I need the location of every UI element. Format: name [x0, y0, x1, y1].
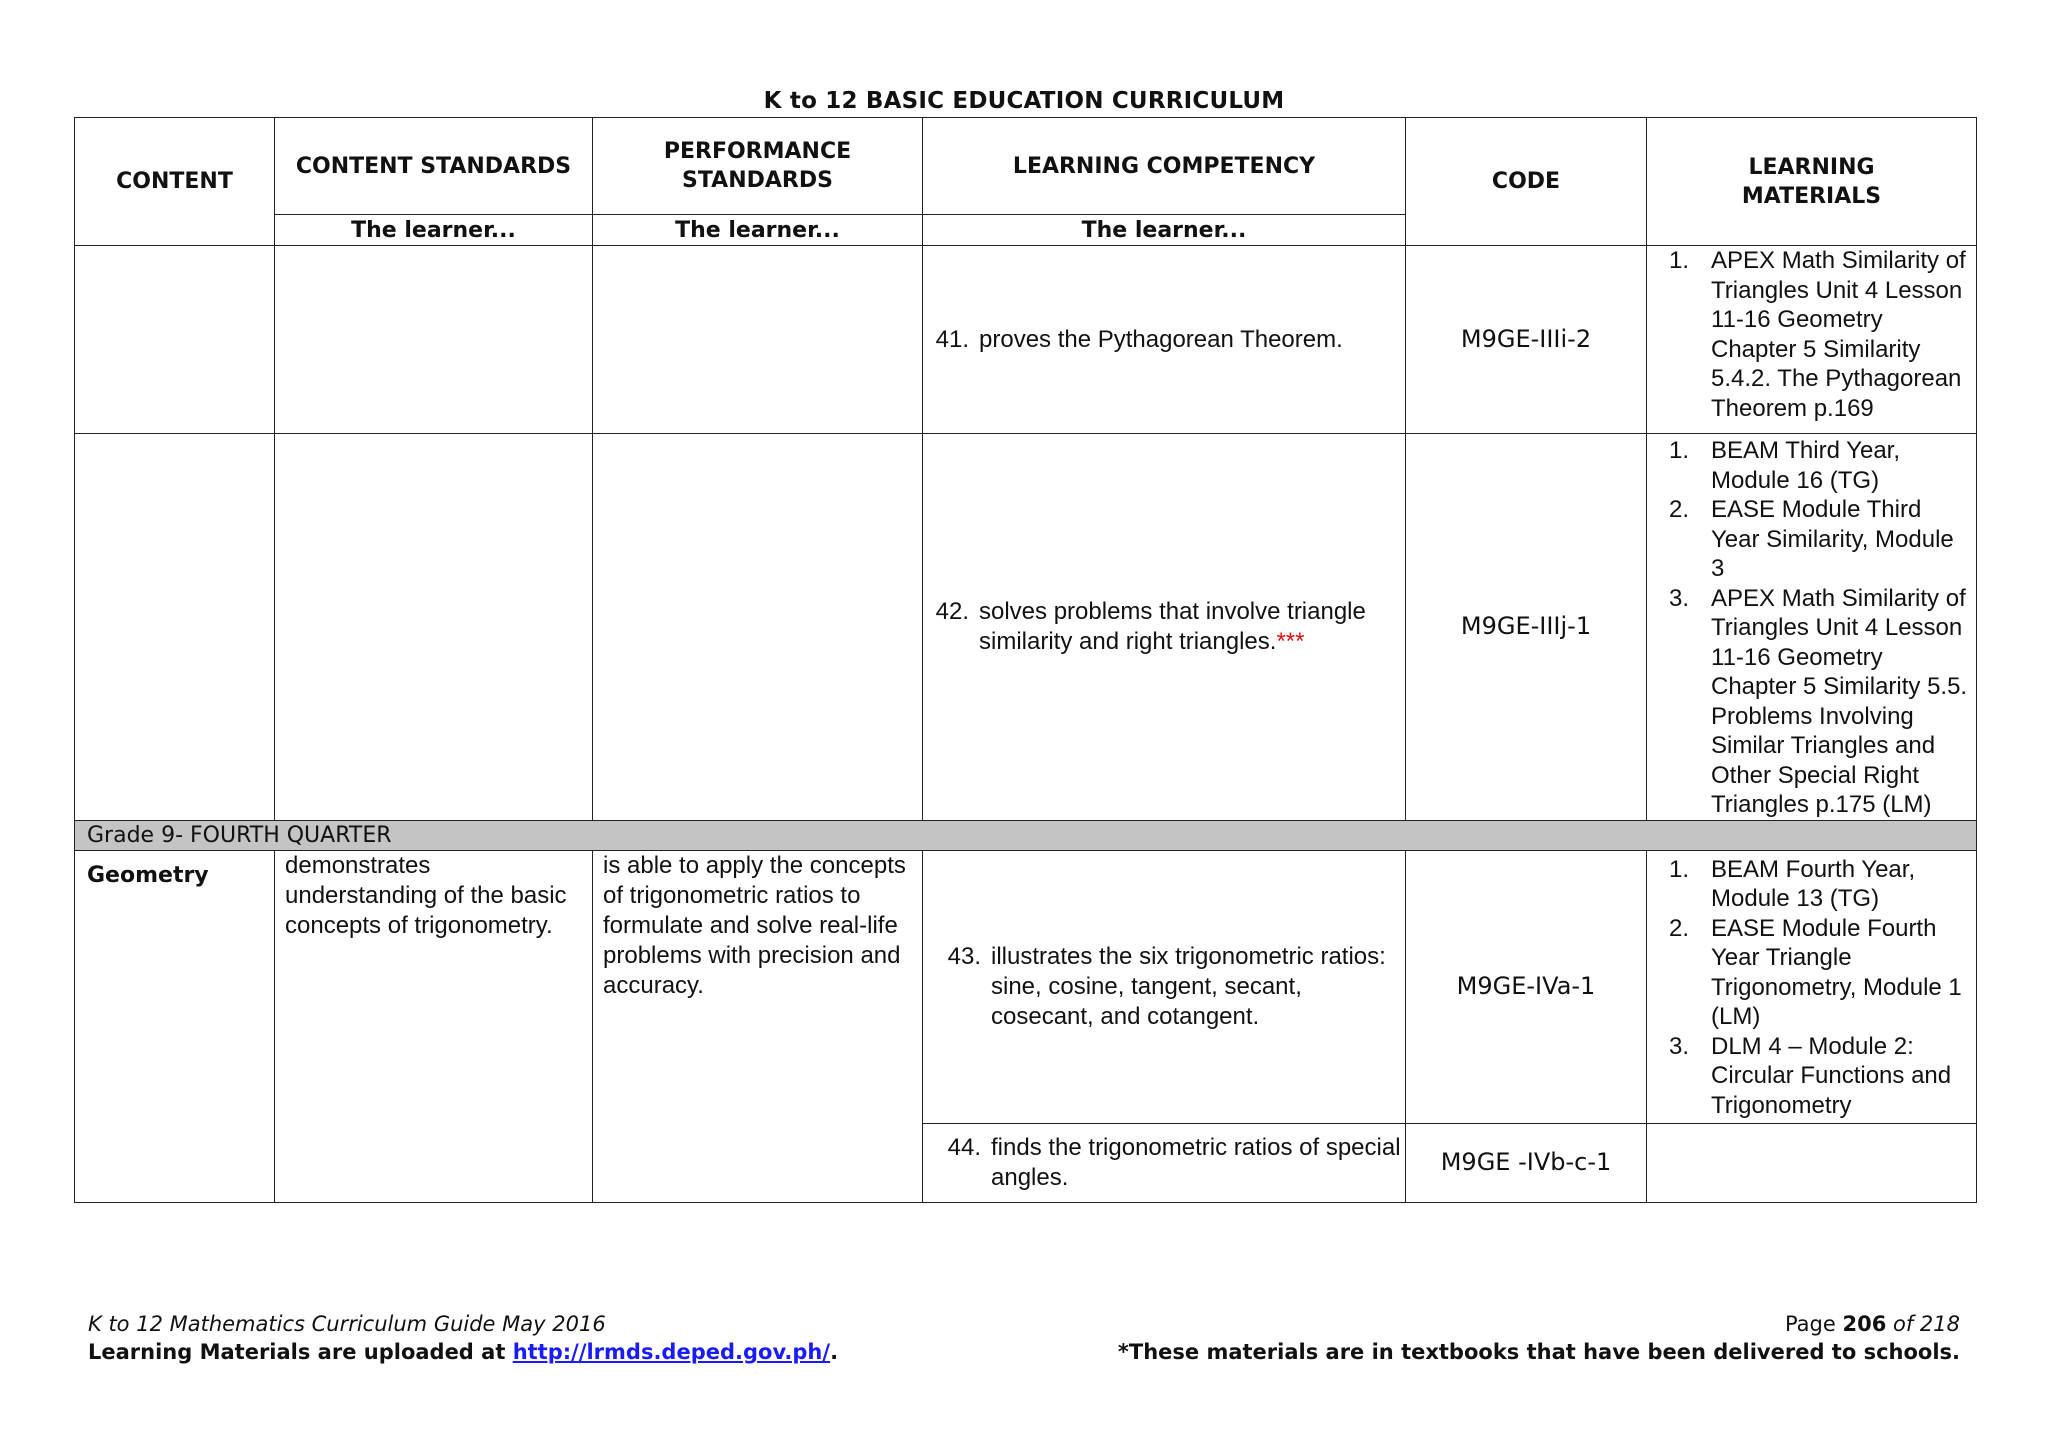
competency-cell — [923, 850, 1406, 1123]
content-standard-cell — [275, 850, 593, 1202]
performance-standard-cell — [593, 246, 923, 434]
content-standard-cell — [275, 246, 593, 434]
competency-number: 44. — [947, 1133, 981, 1161]
document-title: K to 12 BASIC EDUCATION CURRICULUM — [763, 88, 1285, 114]
header-content-standards: CONTENT STANDARDS — [275, 118, 593, 215]
performance-standard-cell — [593, 850, 923, 1202]
header-learning-materials: LEARNING MATERIALS — [1647, 118, 1977, 246]
content-standard-text: demonstrates understanding of the basic concepts of trigonometry. — [285, 851, 567, 939]
table-row — [75, 246, 1977, 434]
material-item: 3. APEX Math Similarity of Triangles Unit 4 Lesson 11-16 Geometry Chapter 5 Similarity 5.5. Problems Involving Similar Triangles and Other Special Right Triangles p.175 (LM) — [1668, 584, 1968, 818]
code-cell: M9GE-IVa-1 — [1406, 850, 1647, 1123]
materials-cell — [1647, 434, 1977, 821]
competency-number: 42. — [935, 597, 969, 625]
table-row — [75, 850, 1977, 1123]
competency-cell — [923, 434, 1406, 821]
material-item: 1. BEAM Third Year, Module 16 (TG) — [1668, 437, 1900, 494]
material-item: 2. EASE Module Third Year Similarity, Module 3 — [1668, 496, 1954, 582]
guide-caption: K to 12 Mathematics Curriculum Guide May 2016 — [88, 1312, 606, 1336]
header-content: CONTENT — [75, 118, 275, 246]
curriculum-table — [74, 117, 1977, 1203]
content-standard-cell — [275, 434, 593, 821]
upload-note: Learning Materials are uploaded at http://lrmds.deped.gov.ph/. — [88, 1340, 839, 1364]
content-cell — [75, 246, 275, 434]
materials-cell — [1647, 1123, 1977, 1202]
competency-text: illustrates the six trigonometric ratios: sine, cosine, tangent, secant, cosecant, and cotangent. — [991, 942, 1386, 1030]
competency-number: 41. — [935, 325, 969, 353]
table-row — [75, 434, 1977, 821]
learner-label: The learner... — [275, 215, 593, 246]
material-item: 2. EASE Module Fourth Year Triangle Trigonometry, Module 1 (LM) — [1668, 914, 1962, 1030]
footer-right — [1118, 1310, 1960, 1366]
learner-label: The learner... — [593, 215, 923, 246]
starred-mark: *** — [1276, 627, 1305, 655]
material-item: 3. DLM 4 – Module 2: Circular Functions and Trigonometry — [1668, 1032, 1952, 1119]
competency-text: finds the trigonometric ratios of special angles. — [991, 1133, 1401, 1191]
competency-cell — [923, 1123, 1406, 1202]
lrmds-link[interactable]: http://lrmds.deped.gov.ph/ — [512, 1340, 831, 1364]
competency-number: 43. — [947, 942, 981, 970]
performance-standard-cell — [593, 434, 923, 821]
content-cell — [75, 434, 275, 821]
code-cell: M9GE-IIIj-1 — [1406, 434, 1647, 821]
header-learning-competency: LEARNING COMPETENCY — [923, 118, 1406, 215]
code-cell: M9GE-IIIi-2 — [1406, 246, 1647, 434]
materials-cell — [1647, 850, 1977, 1123]
footer-left — [88, 1310, 838, 1366]
content-topic: Geometry — [87, 862, 209, 888]
header-code: CODE — [1406, 118, 1647, 246]
textbook-note: *These materials are in textbooks that have been delivered to schools. — [1117, 1340, 1960, 1364]
material-item: 1. APEX Math Similarity of Triangles Unit 4 Lesson 11-16 Geometry Chapter 5 Similarity 5.4.2. The Pythagorean Theorem p.169 — [1668, 247, 1966, 422]
competency-text: solves problems that involve triangle similarity and right triangles. — [979, 597, 1366, 655]
competency-cell — [923, 246, 1406, 434]
header-performance-standards: PERFORMANCE STANDARDS — [593, 118, 923, 215]
code-cell: M9GE -IVb-c-1 — [1406, 1123, 1647, 1202]
learner-label: The learner... — [923, 215, 1406, 246]
performance-standard-text: is able to apply the concepts of trigonometric ratios to formulate and solve real-life problems with precision and accuracy. — [603, 851, 906, 999]
page-number: Page 206 of 218 — [1784, 1312, 1960, 1336]
content-cell — [75, 850, 275, 1202]
material-item: 1. BEAM Fourth Year, Module 13 (TG) — [1668, 855, 1916, 912]
competency-text: proves the Pythagorean Theorem. — [979, 325, 1343, 353]
quarter-label: Grade 9- FOURTH QUARTER — [75, 820, 1977, 850]
materials-cell — [1647, 246, 1977, 434]
